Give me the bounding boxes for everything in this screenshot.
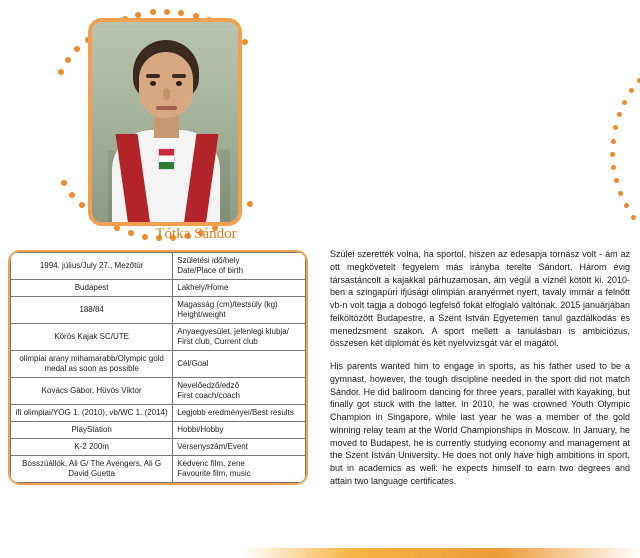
table-cell-label [173,456,306,483]
table-label-en: First coach/coach [177,391,240,400]
decorative-dot [610,152,615,157]
decorative-dot [618,191,623,196]
table-label-hu: Kedvenc film, zene [177,459,245,468]
decorative-dot [631,215,636,220]
biography-hungarian: Szülei szerették volna, ha sportol, hiszen az édesapja tornász volt - ám az ott megkövetelt fegyelem más irányba terelte Sándort. Három évig társastáncolt a kajakkal párhuzamosan, ám végül a víznél kötött ki. 2010-ben a szingapúri ifjúsági olimpián aranyérmet nyert, tavaly immár a felnőtt vb-n volt tagja a dobogó legfelső fokát elfoglaló váltónak. 2015 januárjában felköltözött Budapestre, a Szent István Egyetemen tanul gazdálkodás és menedzsment szakon. A sport mellett a tanulásban is ambiciózus, összesen két diplomát és két nyelvvizsgát vár el magától. [330,249,630,349]
decorative-dot [629,88,634,93]
table-cell-label [173,297,306,324]
photo-eye-right [176,81,182,86]
table-label-hu: Lakhely/Home [177,283,229,292]
photo-background [92,22,238,222]
table-label-en: Date/Place of birth [177,266,244,275]
table-cell-label [173,351,306,378]
table-cell-label [173,405,306,422]
table-cell-label [173,439,306,456]
table-label-hu: Hobbi/Hobby [177,425,224,434]
table-cell-value: ifi olimpiai/YOG 1. (2010), vb/WC 1. (2014) [11,405,173,422]
table-label-hu: Születési idő/hely [177,256,240,265]
table-label-hu: Magasság (cm)/testsúly (kg) [177,300,278,309]
table-cell-value: Bosszúállók, Ali G/ The Avengers, Ali G David Guetta [11,456,173,483]
table-cell-value: 188/84 [11,297,173,324]
photo-mouth [156,106,177,110]
photo-eye-left [150,81,156,86]
decorative-dot [247,201,253,207]
decorative-dot [164,9,170,15]
table-cell-label [173,324,306,351]
table-row [11,297,306,324]
table-label-en: Favourite film, music [177,469,251,478]
biography-english: His parents wanted him to engage in sports, as his father used to be a gymnast, however, the tough discipline needed in the sport did not match Sándor. He did ballroom dancing for three years, parallel with kayaking, but finally got stuck with the latter. In 2010, he was crowned Youth Olympic Champion in Singapore, while last year he was a member of the gold winning relay team at the World Championships in Moscow. In January, he moved to Budapest, he is currently studying economy and management at the Szent István University. He does not only have high ambitions in sport, but in academics as well: he expects himself to earn two degrees and attain two language certificates. [330,361,630,487]
biography-text [330,248,630,498]
table-row [11,378,306,405]
athlete-photo [88,18,242,226]
decorative-dot [614,178,619,183]
table-label-hu: Versenyszám/Event [177,442,248,451]
table-label-hu: Nevelőedző/edző [177,381,240,390]
table-row [11,439,306,456]
decorative-dot [150,9,156,15]
decorative-dot [611,139,616,144]
decorative-dot [74,46,80,52]
photo-eyebrow-right [172,74,186,78]
table-row [11,351,306,378]
table-row [11,253,306,280]
decorative-dot [178,10,184,16]
table-label-en: First club, Current club [177,337,258,346]
table-label-en: Height/weight [177,310,226,319]
table-cell-label [173,253,306,280]
decorative-dot [617,112,622,117]
table-row [11,456,306,483]
decorative-dot [613,125,618,130]
decorative-dot [611,165,616,170]
table-row [11,280,306,297]
hungarian-flag-icon [158,148,175,170]
table-cell-value: olimpiai arany mihamarabb/Olympic gold medal as soon as possible [11,351,173,378]
table-cell-label [173,422,306,439]
table-label-hu: Legjobb eredményei/Best results [177,408,294,417]
table-label-hu: Anyaegyesület, jelenlegi klubja/ [177,327,289,336]
bottom-decorative-bar [0,548,640,558]
table-cell-value: Körös Kajak SC/UTE [11,324,173,351]
table-cell-value: Kovács Gábor, Hüvös Viktor [11,378,173,405]
decorative-dot [69,192,75,198]
decorative-dot [65,57,71,63]
photo-nose [163,88,170,100]
photo-eyebrow-left [146,74,160,78]
table-cell-value: K-2 200m [11,439,173,456]
decorative-dot [135,12,141,18]
table-cell-label [173,378,306,405]
athlete-data-table [10,252,306,483]
decorative-dot [58,69,64,75]
table-cell-label [173,280,306,297]
decorative-dot [61,180,67,186]
table-row [11,422,306,439]
table-cell-value: 1994. július/July 27., Mezőtúr [11,253,173,280]
athlete-name: Tótka Sándor [155,226,237,242]
decorative-dot [242,39,248,45]
table-cell-value: PlayStation [11,422,173,439]
table-cell-value: Budapest [11,280,173,297]
table-row [11,405,306,422]
decorative-dot [622,100,627,105]
table-label-hu: Cél/Goal [177,359,209,368]
decorative-dot [624,203,629,208]
decorative-dot [79,202,85,208]
table-row [11,324,306,351]
athlete-data-card [8,250,308,485]
